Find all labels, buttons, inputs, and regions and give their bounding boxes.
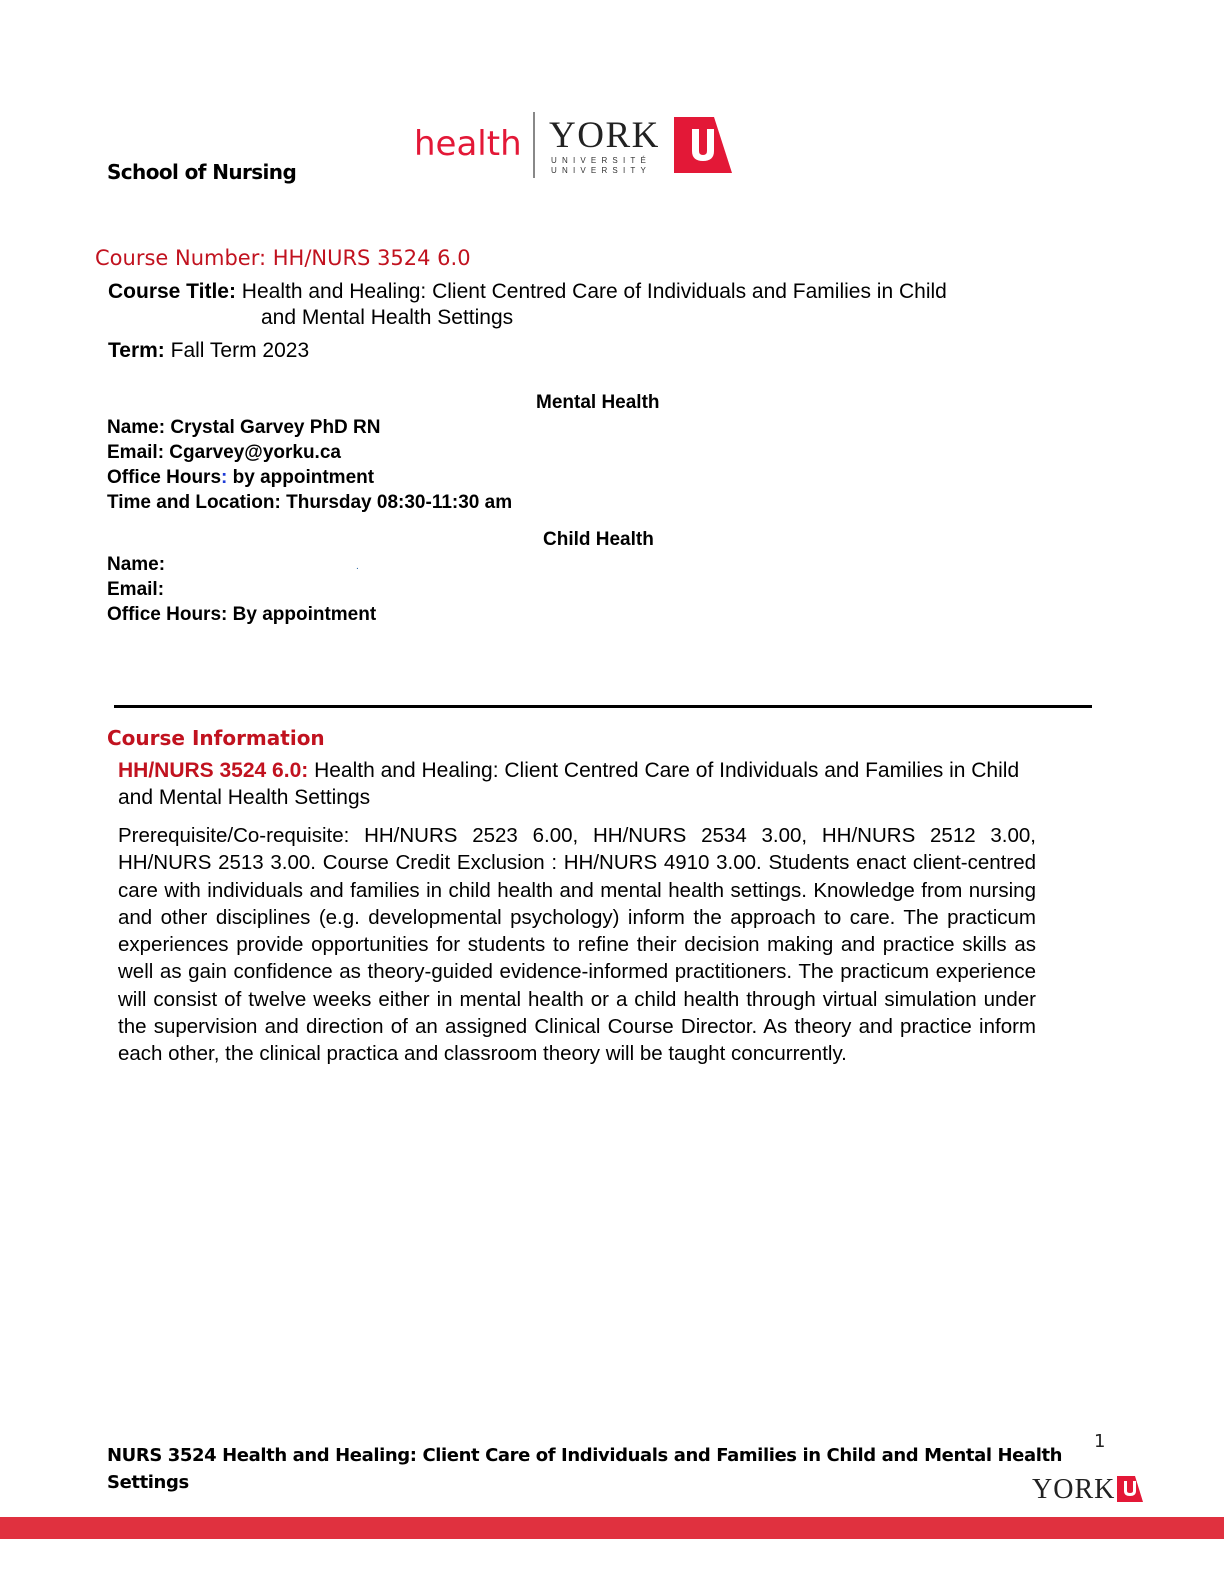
- mh-instructor-name: Name: Crystal Garvey PhD RN: [107, 417, 381, 438]
- footer-york-text: YORK: [1032, 1474, 1116, 1505]
- logo-divider: [533, 112, 535, 178]
- course-number: Course Number: HH/NURS 3524 6.0: [95, 246, 471, 270]
- course-term: [108, 339, 309, 363]
- course-title-line2: and Mental Health Settings: [261, 306, 514, 329]
- course-code-title: [118, 757, 1038, 811]
- stray-dot: .: [356, 561, 359, 572]
- course-title: [108, 278, 1108, 306]
- footer-york-logo: [1032, 1474, 1147, 1506]
- page-number: 1: [1094, 1431, 1106, 1452]
- footer-york-u-icon: [1117, 1476, 1143, 1502]
- york-u-logo-icon: [674, 117, 732, 173]
- mh-office-hours: [107, 467, 374, 489]
- course-title-label: Course Title:: [108, 280, 236, 303]
- mh-office-label: Office Hours: [107, 467, 222, 488]
- course-code: HH/NURS 3524 6.0:: [118, 759, 309, 782]
- footer-red-bar: [0, 1517, 1224, 1539]
- mh-time-location: Time and Location: Thursday 08:30-11:30 am: [107, 492, 513, 513]
- logo-york-text: YORK: [549, 115, 660, 156]
- term-label: Term:: [108, 339, 165, 362]
- school-name: School of Nursing: [107, 160, 297, 184]
- course-description: Prerequisite/Co-requisite: HH/NURS 2523 6.00, HH/NURS 2534 3.00, HH/NURS 2512 3.00, HH/NURS 2513 3.00. Course Credit Exclusion : HH/NURS 4910 3.00. Students enact client-centred care with individuals and families in child health and mental health settings. Knowledge from nursing and other disciplines (e.g. developmental psychology) inform the approach to care. The practicum experiences provide opportunities for students to refine their decision making and practice skills as well as gain confidence as theory-guided evidence-informed practitioners. The practicum experience will consist of twelve weeks either in mental health or a child health through virtual simulation under the supervision and direction of an assigned Clinical Course Director. As theory and practice inform each other, the clinical practica and classroom theory will be taught concurrently.: [118, 824, 1036, 1066]
- child-health-heading: Child Health: [543, 529, 654, 550]
- ch-instructor-email: Email:: [107, 579, 165, 600]
- logo-universite-text: UNIVERSITÉ: [551, 156, 652, 165]
- mh-office-colon: :: [221, 467, 228, 488]
- york-health-logo: [414, 110, 744, 182]
- course-title-value: Health and Healing: Client Centred Care of Individuals and Families in Child: [235, 280, 947, 303]
- ch-office-hours: Office Hours: By appointment: [107, 604, 377, 625]
- ch-instructor-name: Name:: [107, 554, 166, 575]
- mental-health-heading: Mental Health: [536, 392, 660, 413]
- course-code-title-text: Health and Healing: Client Centred Care of Individuals and Families in Child and Mental Health Settings: [118, 759, 1020, 809]
- horizontal-rule: [114, 705, 1092, 708]
- term-value: Fall Term 2023: [164, 339, 310, 362]
- mh-instructor-email: Email: Cgarvey@yorku.ca: [107, 442, 341, 463]
- mh-office-value: by appointment: [227, 467, 375, 488]
- course-information-heading: Course Information: [107, 726, 325, 750]
- logo-university-text: UNIVERSITY: [551, 166, 652, 175]
- logo-health-text: health: [414, 124, 522, 164]
- footer-title: NURS 3524 Health and Healing: Client Care of Individuals and Families in Child and Mental Health Settings: [107, 1445, 1063, 1493]
